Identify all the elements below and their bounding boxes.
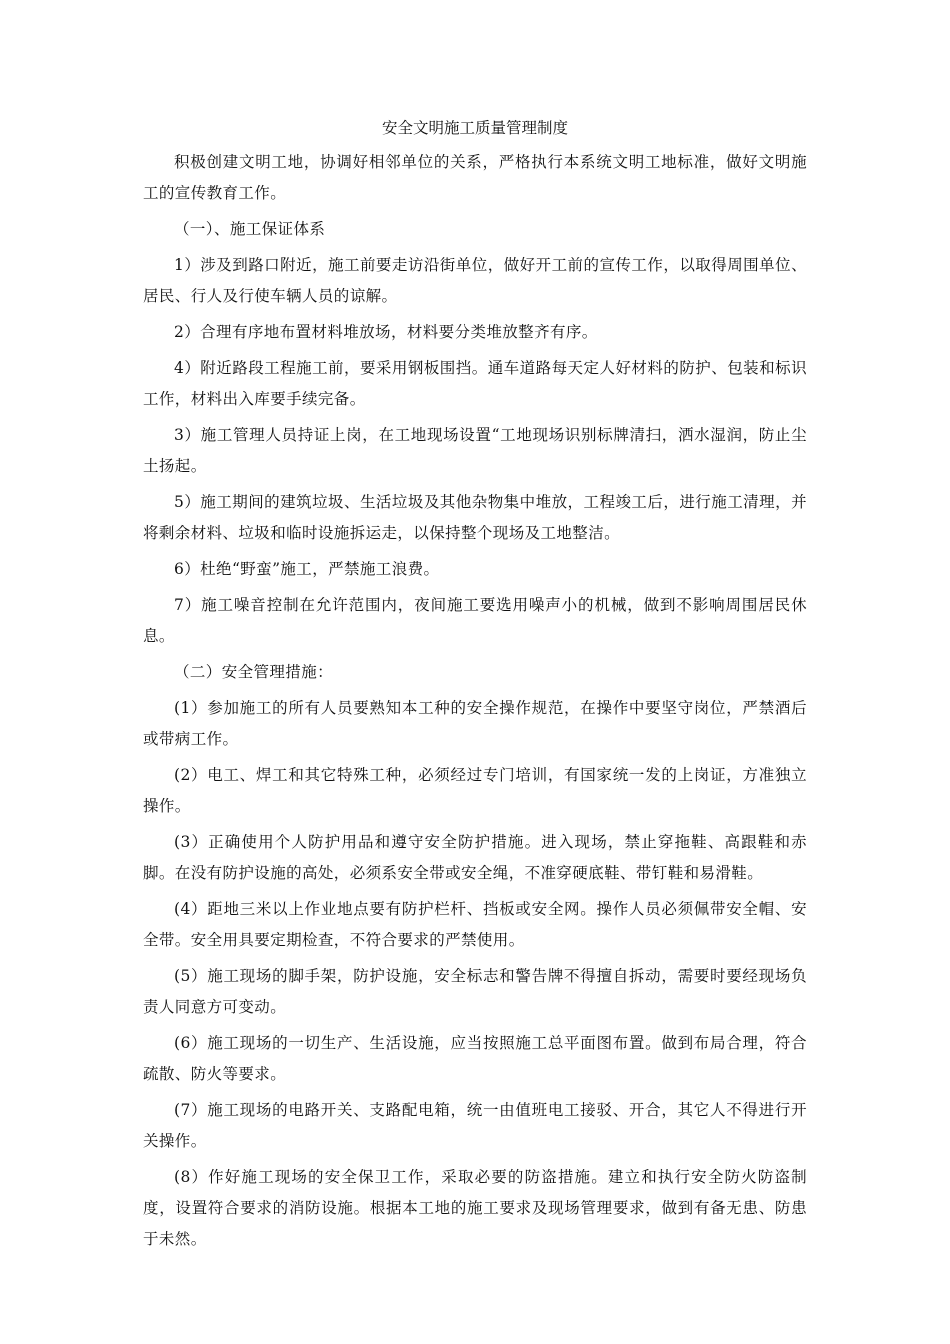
list-item: 7）施工噪音控制在允许范围内，夜间施工要选用噪声小的机械，做到不影响周围居民休息。 — [143, 596, 807, 645]
list-item: 5）施工期间的建筑垃圾、生活垃圾及其他杂物集中堆放，工程竣工后，进行施工清理，并将剩余材料、垃圾和临时设施拆运走，以保持整个现场及工地整洁。 — [143, 493, 807, 542]
list-item: 6）杜绝“野蛮”施工，严禁施工浪费。 — [174, 560, 440, 578]
list-item: (4）距地三米以上作业地点要有防护栏杆、挡板或安全网。操作人员必须佩带安全帽、安全带。安全用具要定期检查，不符合要求的严禁使用。 — [143, 900, 807, 949]
document-page — [143, 113, 807, 1260]
intro-paragraph: 积极创建文明工地，协调好相邻单位的关系，严格执行本系统文明工地标准，做好文明施工的宣传教育工作。 — [143, 153, 807, 202]
section-heading-guarantee-system: （一）、施工保证体系 — [174, 220, 326, 238]
list-item: (5）施工现场的脚手架，防护设施，安全标志和警告牌不得擅自拆动，需要时要经现场负责人同意方可变动。 — [143, 967, 807, 1016]
list-item: 3）施工管理人员持证上岗，在工地现场设置“工地现场识别标牌清扫，洒水湿润，防止尘土扬起。 — [143, 426, 807, 475]
document-title: 安全文明施工质量管理制度 — [381, 119, 568, 137]
list-item: (3）正确使用个人防护用品和遵守安全防护措施。进入现场，禁止穿拖鞋、高跟鞋和赤脚。在没有防护设施的高处，必须系安全带或安全绳，不准穿硬底鞋、带钉鞋和易滑鞋。 — [143, 833, 807, 882]
section-heading-safety-measures: （二）安全管理措施： — [174, 663, 334, 681]
list-item: (1）参加施工的所有人员要熟知本工种的安全操作规范，在操作中要坚守岗位，严禁酒后或带病工作。 — [143, 699, 807, 748]
list-item: (7）施工现场的电路开关、支路配电箱，统一由值班电工接驳、开合，其它人不得进行开关操作。 — [143, 1101, 807, 1150]
list-item: (6）施工现场的一切生产、生活设施，应当按照施工总平面图布置。做到布局合理，符合疏散、防火等要求。 — [143, 1034, 807, 1083]
list-item: 1）涉及到路口附近，施工前要走访沿街单位，做好开工前的宣传工作，以取得周围单位、居民、行人及行使车辆人员的谅解。 — [143, 256, 807, 305]
list-item: 2）合理有序地布置材料堆放场，材料要分类堆放整齐有序。 — [174, 323, 598, 341]
list-item: (2）电工、焊工和其它特殊工种，必须经过专门培训，有国家统一发的上岗证，方准独立操作。 — [143, 766, 807, 815]
list-item: (8）作好施工现场的安全保卫工作，采取必要的防盗措施。建立和执行安全防火防盗制度，设置符合要求的消防设施。根据本工地的施工要求及现场管理要求，做到有备无患、防患于未然。 — [143, 1168, 807, 1248]
list-item: 4）附近路段工程施工前，要采用钢板围挡。通车道路每天定人好材料的防护、包装和标识工作，材料出入库要手续完备。 — [143, 359, 807, 408]
